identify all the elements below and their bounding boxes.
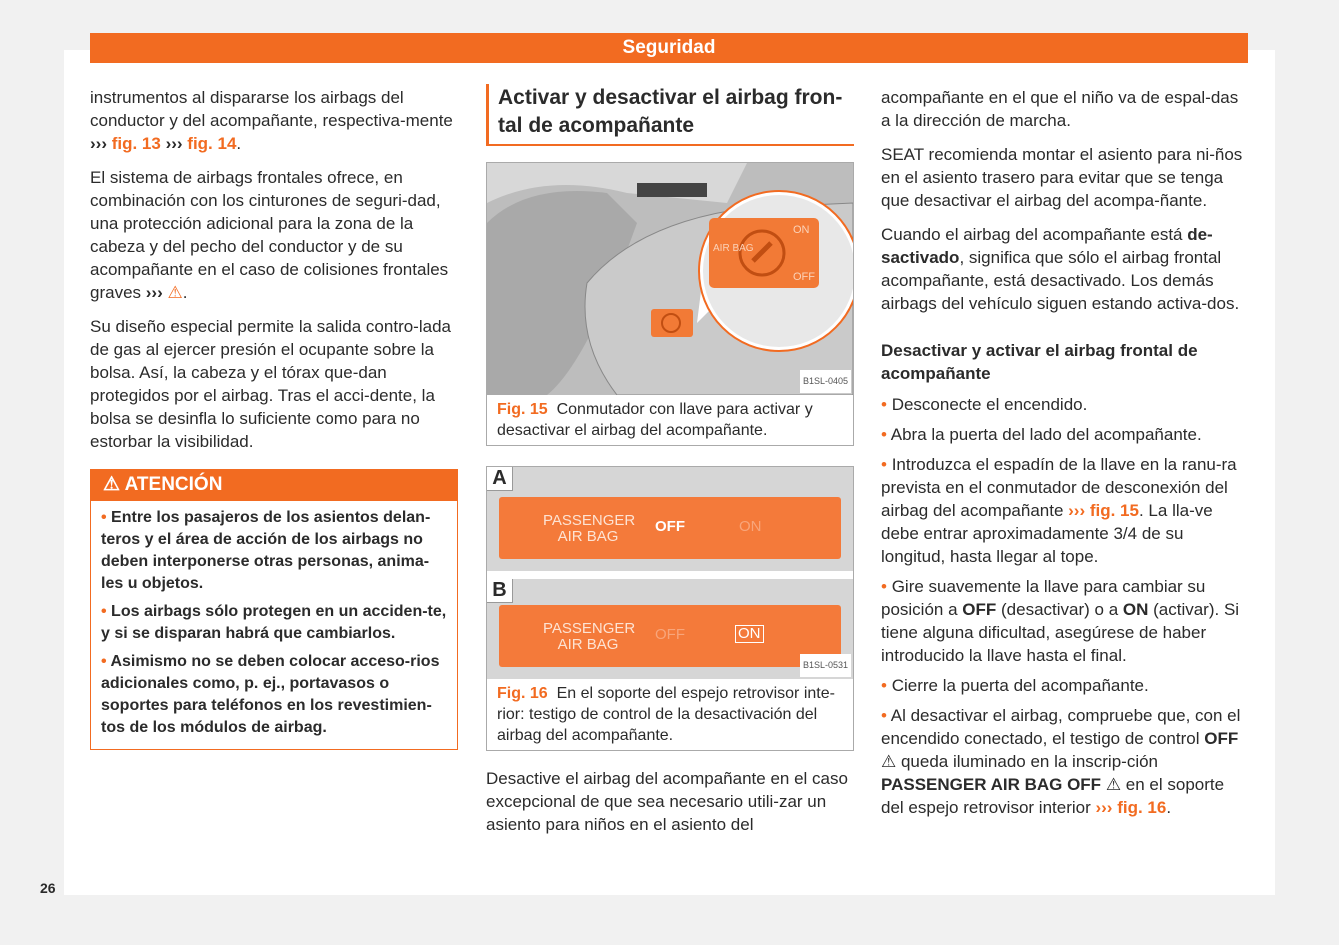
subheading: Desactivar y activar el airbag frontal de acompañante — [881, 341, 1198, 383]
warning-icon: ⚠ — [103, 474, 125, 495]
svg-text:AIR BAG: AIR BAG — [713, 243, 754, 254]
figure-code: B1SL-0531 — [800, 654, 851, 677]
fig-16-link[interactable]: ››› fig. 16 — [1095, 798, 1167, 817]
figure-15 — [486, 162, 854, 446]
column-right — [881, 86, 1249, 826]
list-item: • Gire suavemente la llave para cambiar su posición a OFF (desactivar) o a ON (activar). Si tiene alguna dificultad, asegúrese de haber introducido la llave hasta el final. — [881, 577, 1240, 665]
list-item: • Abra la puerta del lado del acompañante. — [881, 425, 1202, 444]
airbag-indicator-image — [487, 467, 853, 679]
warning-item: • Asimismo no se deben colocar acceso-rios adicionales como, p. ej., portavasos o soportes para teléfonos en los revestimien-tos de los módulos de airbag. — [101, 653, 440, 736]
section-heading: Activar y desactivar el airbag fron-tal de acompañante — [486, 84, 854, 146]
paragraph: Su diseño especial permite la salida contro-lada de gas al ejercer presión el ocupante sobre la bolsa. Así, la cabeza y el tórax que-dan protegidos por el airbag. Tras el acci-dente, la bolsa se desinfla lo suficiente como para no estorbar la visibilidad. — [90, 317, 451, 451]
paragraph: Desactive el airbag del acompañante en el caso excepcional de que sea necesario utili-zar un asiento para niños en el asiento del — [486, 769, 848, 834]
svg-text:ON: ON — [793, 224, 810, 236]
paragraph: acompañante en el que el niño va de espal-das a la dirección de marcha. — [881, 88, 1239, 130]
warning-title: ATENCIÓN — [124, 474, 223, 495]
fig-13-link[interactable]: fig. 13 — [106, 134, 161, 153]
svg-text:OFF: OFF — [793, 271, 815, 283]
fig-14-link[interactable]: fig. 14 — [182, 134, 237, 153]
panel-label-a: A — [487, 467, 513, 491]
section-header: Seguridad — [90, 33, 1248, 63]
warning-box — [90, 469, 458, 750]
airbag-off-icon: ⚠ — [881, 752, 897, 771]
indicator-panel-on: PASSENGER AIR BAG OFF ON — [499, 605, 841, 667]
warning-item: • Los airbags sólo protegen en un acciden-te, y si se disparan habrá que cambiarlos. — [101, 603, 447, 642]
indicator-panel-off: PASSENGER AIR BAG OFF ON — [499, 497, 841, 559]
list-item: • Introduzca el espadín de la llave en la ranu-ra prevista en el conmutador de desconexión del airbag del acompañante ››› fig. 15. La lla-ve debe entrar aproximadamente 3/4 de su longitud, hasta llegar al tope. — [881, 455, 1237, 566]
paragraph: SEAT recomienda montar el asiento para ni-ños en el asiento trasero para evitar que se tenga que desactivar el airbag del acompa-ñante. — [881, 145, 1243, 210]
figure-16 — [486, 466, 854, 751]
list-item: • Desconecte el encendido. — [881, 395, 1088, 414]
column-left — [90, 86, 458, 750]
warning-icon[interactable]: ⚠ — [167, 283, 183, 302]
column-middle — [486, 86, 854, 847]
page-number: 26 — [40, 880, 56, 896]
panel-label-b: B — [487, 579, 513, 603]
paragraph: El sistema de airbags frontales ofrece, en combinación con los cinturones de seguri-dad, una protección adicional para la zona de la cabeza y del pecho del conductor y de su acompañante en el caso de colisiones frontales graves ››› ⚠. — [90, 168, 449, 302]
airbag-off-icon: ⚠ — [1105, 775, 1122, 794]
fig-15-link[interactable]: ››› fig. 15 — [1068, 501, 1139, 520]
warning-item: • Entre los pasajeros de los asientos delan-teros y el área de acción de los airbags no deben interponerse otras personas, anima-les u objetos. — [101, 509, 431, 592]
figure-caption: Fig. 16 En el soporte del espejo retrovisor inte-rior: testigo de control de la desactivación del airbag del acompañante. — [497, 685, 835, 744]
list-item: • Cierre la puerta del acompañante. — [881, 676, 1149, 695]
paragraph: instrumentos al dispararse los airbags del conductor y del acompañante, respectiva-mente ››› fig. 13 ››› fig. 14. — [90, 88, 453, 153]
list-item: • Al desactivar el airbag, compruebe que, con el encendido conectado, el testigo de control OFF ⚠ queda iluminado en la inscrip-ción PASSENGER AIR BAG OFF ⚠ en el soporte del espejo retrovisor interior ››› fig. 16. — [881, 706, 1241, 817]
figure-code: B1SL-0405 — [800, 370, 851, 393]
paragraph: Cuando el airbag del acompañante está de-sactivado, significa que sólo el airbag frontal acompañante, está desactivado. Los demás airbags del vehículo siguen estando activa-dos. — [881, 225, 1240, 313]
figure-caption: Fig. 15 Conmutador con llave para activar y desactivar el airbag del acompañante. — [497, 401, 813, 439]
airbag-switch-image — [487, 163, 853, 395]
